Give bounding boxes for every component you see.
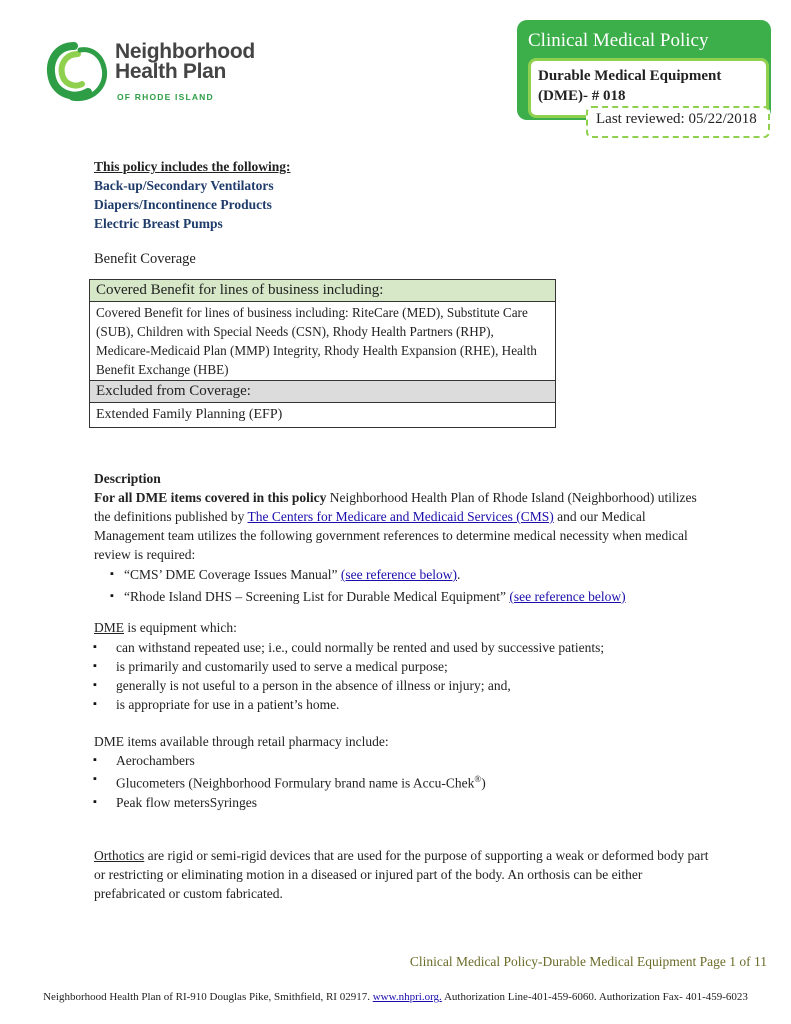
last-reviewed: Last reviewed: 05/22/2018 [596,111,757,127]
retail-intro: DME items available through retail pharmacy include: [94,734,389,749]
list-item: ▪ “CMS’ DME Coverage Issues Manual” (see reference below). [94,565,704,584]
list-item: ▪ Glucometers (Neighborhood Formulary brand name is Accu-Chek®) [89,770,729,793]
covered-header: Covered Benefit for lines of business including: [90,280,556,302]
page-footer-label: Clinical Medical Policy-Durable Medical Equipment Page 1 of 11 [409,954,767,969]
includes-item: Back-up/Secondary Ventilators [94,178,274,193]
reference-link[interactable]: (see reference below) [340,567,458,582]
covered-text: Covered Benefit for lines of business including: RiteCare (MED), Substitute Care (SUB), Children with Special Needs (CSN), Rhody Health Partners (RHP), Medicare-Medicaid Plan (MMP) Integrity, Rhody Health Expansion (RHE), Health Benefit Exchange (HBE) [90,302,556,381]
logo-wordmark: Neighborhood Health Plan [115,40,255,83]
excluded-text: Extended Family Planning (EFP) [90,403,556,428]
list-item: ▪ is primarily and customarily used to serve a medical purpose; [89,657,729,676]
includes-item: Electric Breast Pumps [94,216,223,231]
orthotics-paragraph: Orthotics are rigid or semi-rigid devices that are used for the purpose of supporting a weak or deformed body part or restricting or eliminating motion in a diseased or injured part of the body. An orthosis can be either prefabricated or custom fabricated. [94,848,709,901]
includes-heading: This policy includes the following: [94,159,291,174]
reference-link[interactable]: (see reference below) [509,589,626,604]
description-heading: Description [94,471,161,486]
list-item: ▪ is appropriate for use in a patient’s home. [89,695,729,714]
dme-list [89,638,729,714]
benefit-heading: Benefit Coverage [94,251,196,267]
list-item: ▪ can withstand repeated use; i.e., could normally be rented and used by successive patients; [89,638,729,657]
retail-section [89,732,729,812]
website-link[interactable]: www.nhpri.org. [372,991,442,1003]
retail-list [89,751,729,812]
description-paragraph: For all DME items covered in this policy Neighborhood Health Plan of Rhode Island (Neighborhood) utilizes the definitions published by The Centers for Medicare and Medicaid Services (CMS) and our Medical Management team utilizes the following government references to determine medical necessity when medical review is required: [94,490,697,562]
contact-footer: Neighborhood Health Plan of RI-910 Douglas Pike, Smithfield, RI 02917. www.nhpri.org. Authorization Line-401-459-6060. Authorization Fax- 401-459-6023 [43,991,748,1003]
coverage-table [89,279,556,428]
dme-intro: DME is equipment which: [94,620,237,635]
reference-list [94,565,704,606]
list-item: ▪ generally is not useful to a person in the absence of illness or injury; and, [89,676,729,695]
includes-item: Diapers/Incontinence Products [94,197,272,212]
logo-subtitle: OF RHODE ISLAND [117,92,214,102]
includes-section [94,157,291,233]
list-item: ▪ “Rhode Island DHS – Screening List for Durable Medical Equipment” (see reference below) [94,587,704,606]
policy-type: Clinical Medical Policy [528,30,709,51]
cms-link[interactable]: The Centers for Medicare and Medicaid Services (CMS) [247,509,554,524]
excluded-header: Excluded from Coverage: [90,381,556,403]
list-item: ▪ Aerochambers [89,751,729,770]
policy-name: Durable Medical Equipment (DME)- # 018 [538,68,722,104]
list-item: ▪ Peak flow metersSyringes [89,793,729,812]
description-section [94,469,704,606]
dme-section [89,618,729,714]
logo-icon [44,40,114,104]
